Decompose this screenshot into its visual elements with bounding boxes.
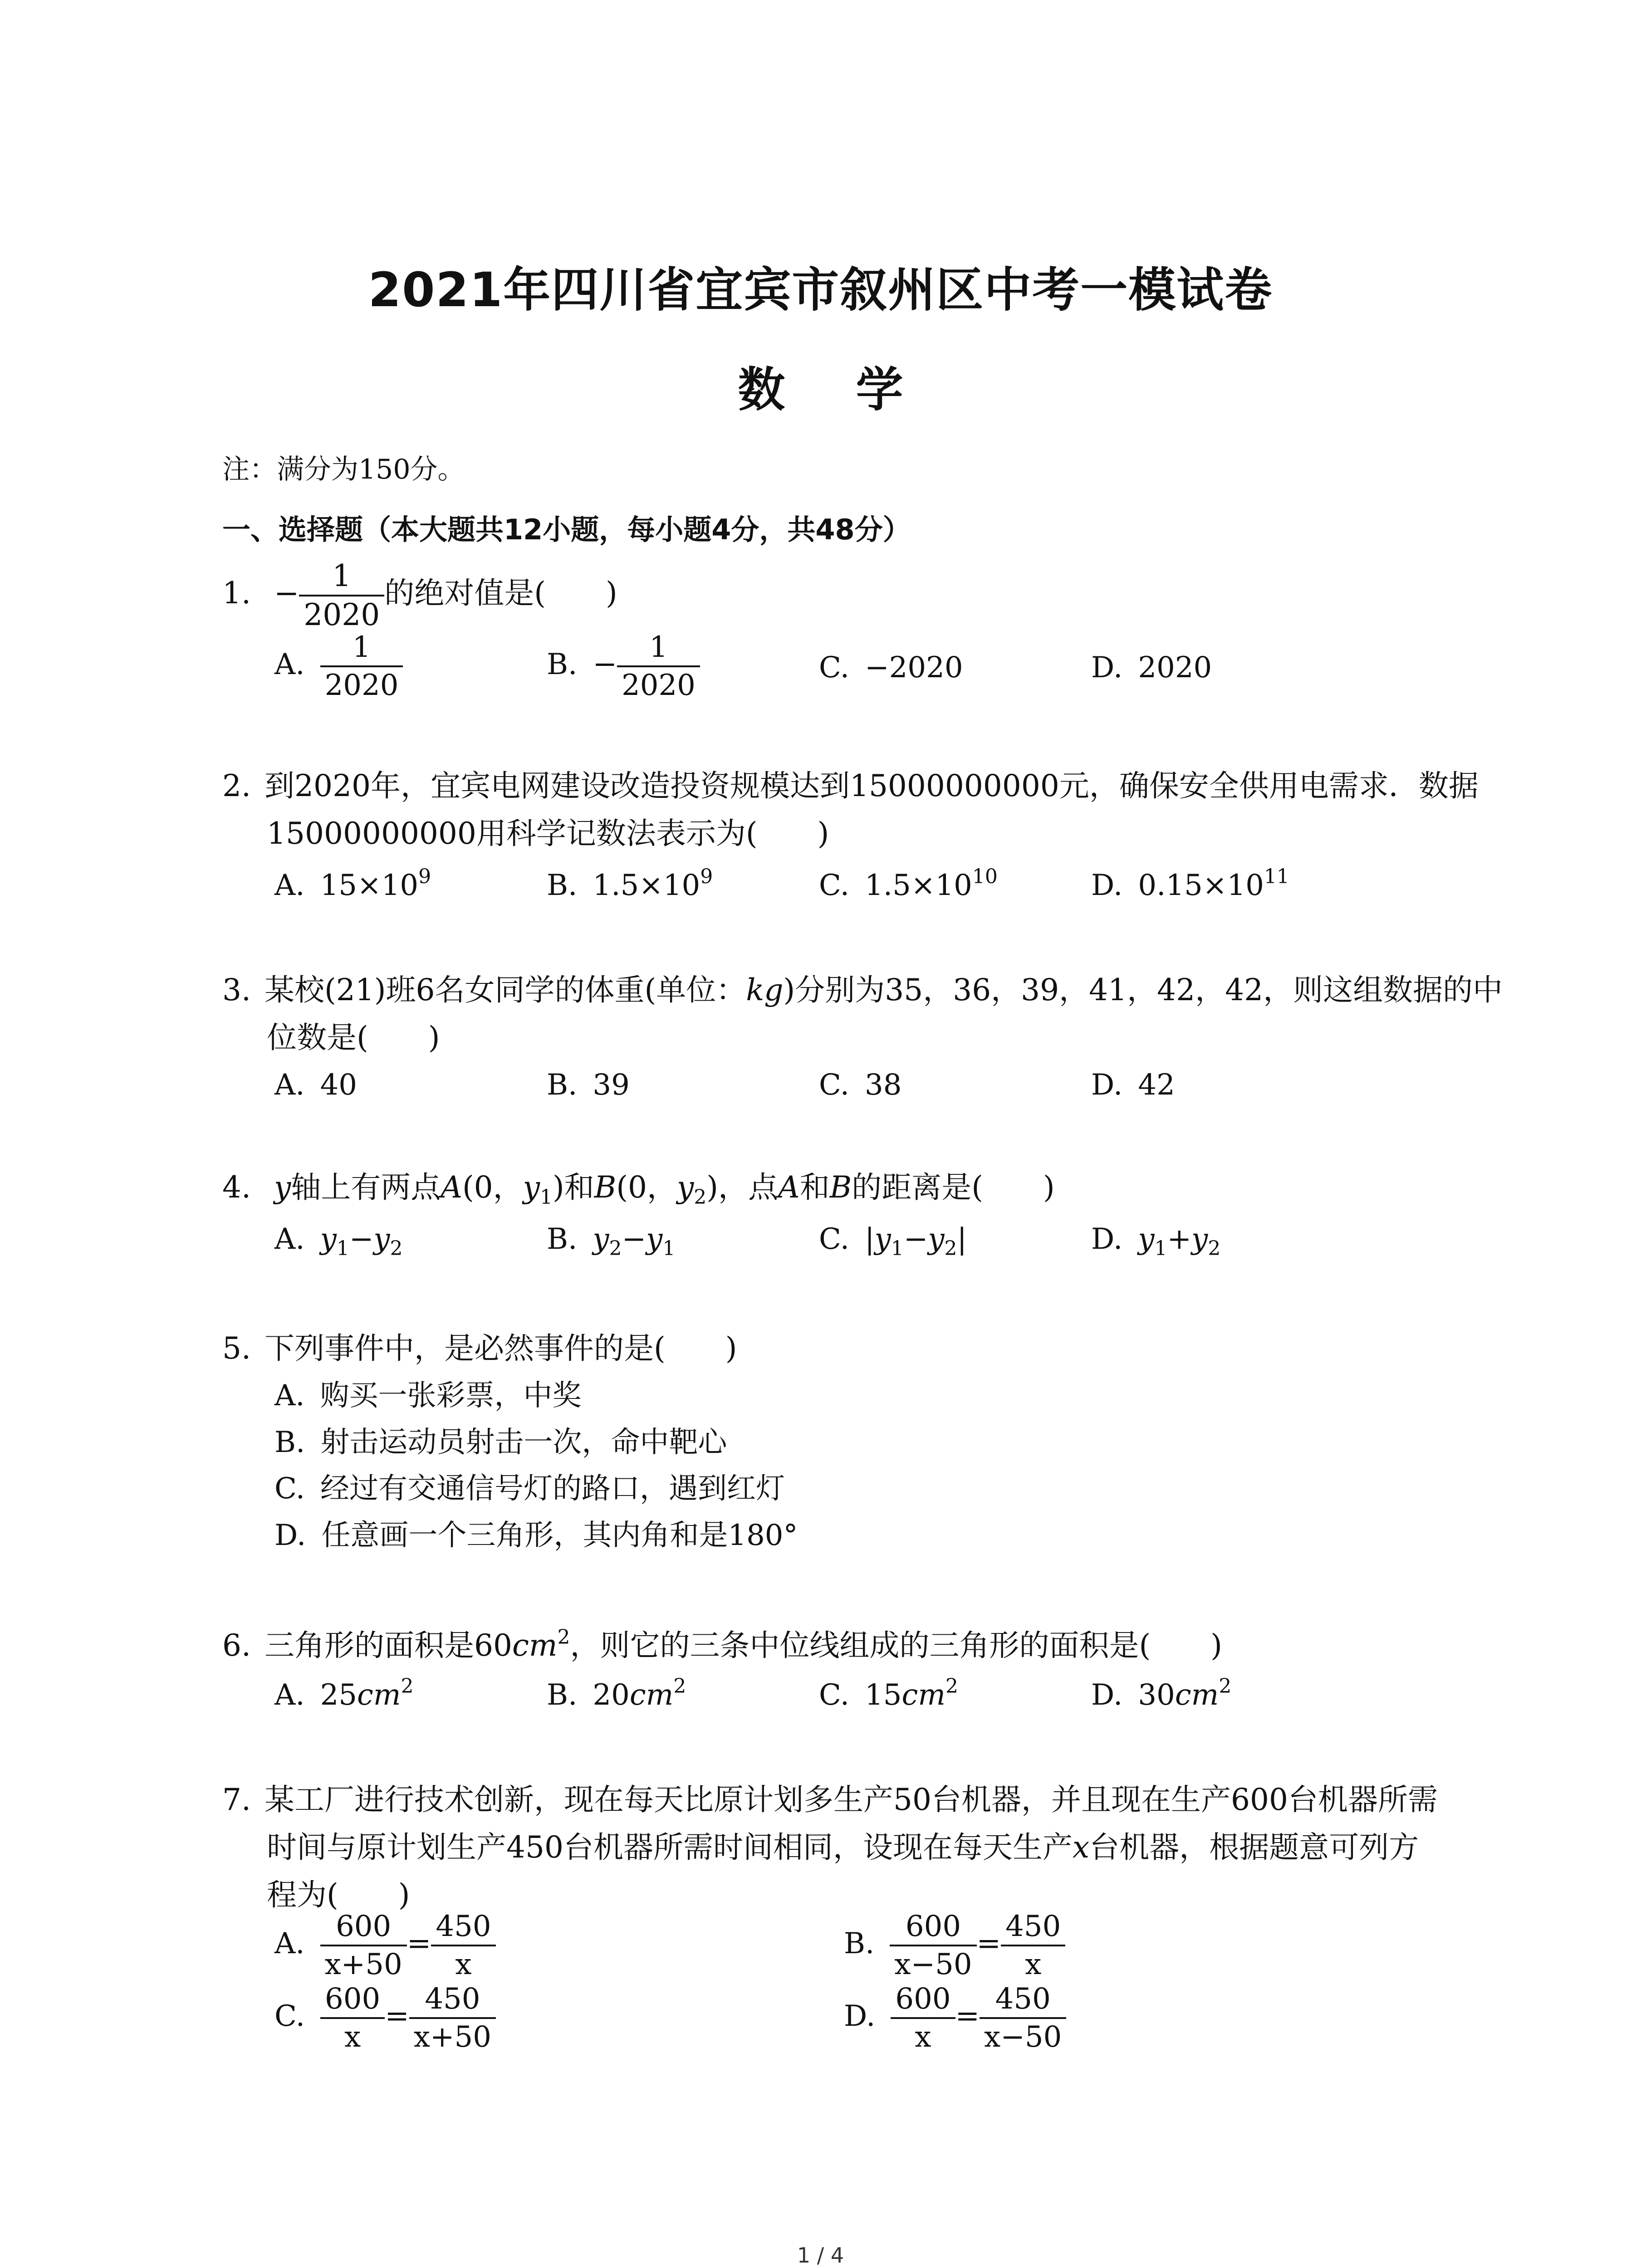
option-key: B. [547, 869, 578, 902]
q3-option-a [274, 1070, 357, 1100]
question-2 [222, 768, 1479, 803]
option-text: 射击运动员射击一次，命中靶心 [320, 1426, 727, 1459]
option-key: A. [274, 1926, 305, 1960]
denominator: x−50 [980, 2017, 1066, 2052]
q5-option-a [274, 1379, 582, 1413]
option-base: 0.15×10 [1138, 869, 1264, 902]
option-key: A. [274, 1379, 305, 1413]
option-text: 38 [865, 1068, 902, 1102]
question-text: (0， [462, 1170, 523, 1205]
numerator: 1 [332, 558, 352, 593]
variable: y [646, 1222, 663, 1256]
option-key: D. [1091, 651, 1123, 684]
option-value: 15 [865, 1678, 902, 1712]
denominator: x [431, 1945, 495, 1979]
variable: y [593, 1222, 609, 1256]
question-4 [222, 1170, 1055, 1209]
question-text: 某工厂进行技术创新，现在每天比原计划多生产50台机器，并且现在生产600台机器所需 [264, 1782, 1438, 1817]
fraction-right [980, 1984, 1066, 2052]
option-value: 25 [320, 1678, 357, 1712]
option-text: 39 [593, 1068, 630, 1102]
option-key: C. [819, 1222, 850, 1256]
score-note: 注：满分为150分。 [222, 454, 465, 485]
minus-sign: − [593, 647, 617, 681]
question-number: 1. [222, 576, 251, 611]
denominator: x [1001, 1945, 1065, 1979]
subscript: 2 [390, 1237, 403, 1260]
subscript: 2 [609, 1237, 622, 1260]
variable: y [320, 1222, 337, 1256]
q7-option-c: C. $\frac{600}{x}$ = $\frac{450}{x+50}$ [274, 1984, 496, 2052]
denominator: x [891, 2017, 955, 2052]
q5-option-c [274, 1474, 785, 1503]
q6-option-b [547, 1675, 686, 1712]
question-number: 3. [222, 973, 251, 1007]
q4-option-b [547, 1222, 676, 1260]
exponent: 2 [401, 1675, 414, 1698]
fraction [320, 633, 403, 700]
unit: cm [512, 1628, 558, 1663]
option-base: 15×10 [320, 869, 419, 902]
numerator: 600 [895, 1982, 951, 2016]
numerator: 450 [995, 1982, 1051, 2016]
option-value: 30 [1138, 1678, 1175, 1712]
option-text: 经过有交通信号灯的路口，遇到红灯 [320, 1472, 785, 1505]
option-key: B. [844, 1926, 875, 1960]
variable: x [1072, 1830, 1090, 1865]
option-text: −2020 [865, 651, 963, 684]
variable: y [874, 1222, 891, 1256]
fraction-left [320, 1912, 407, 1979]
question-number: 2. [222, 768, 251, 803]
exam-title: 2021年四川省宜宾市叙州区中考一模试卷 [368, 262, 1273, 318]
question-5 [222, 1331, 737, 1366]
question-text: 某校(21)班6名女同学的体重(单位： [264, 973, 746, 1007]
question-6 [222, 1626, 1223, 1663]
variable: y [274, 1170, 291, 1205]
subscript: 2 [694, 1186, 707, 1209]
exponent: 2 [673, 1675, 686, 1698]
variable: y [928, 1222, 945, 1256]
subscript: 2 [944, 1237, 957, 1260]
q1-option-b [547, 633, 700, 700]
option-key: D. [274, 1519, 306, 1552]
question-text: )和 [552, 1170, 594, 1205]
option-key: C. [274, 1472, 305, 1505]
question-number: 6. [222, 1628, 251, 1663]
minus-sign: − [274, 576, 299, 611]
q1-option-d [1091, 653, 1212, 682]
variable: y [677, 1170, 694, 1205]
q1-option-a [274, 633, 403, 700]
option-key: C. [819, 869, 850, 902]
question-text: 三角形的面积是60 [264, 1628, 512, 1663]
exponent: 9 [700, 865, 713, 888]
q3-option-c [819, 1070, 901, 1100]
subscript: 1 [662, 1237, 676, 1260]
option-base: 1.5×10 [865, 869, 972, 902]
q4-option-c [819, 1222, 967, 1260]
question-1 [222, 558, 617, 632]
numerator: 450 [425, 1982, 480, 2016]
point-label: B [829, 1170, 852, 1205]
abs-bar: | [957, 1222, 967, 1256]
denominator: 2020 [320, 665, 403, 700]
option-value: 20 [593, 1678, 630, 1712]
point-label: A [778, 1170, 800, 1205]
option-key: D. [1091, 1068, 1123, 1102]
fraction-left [890, 1912, 976, 1979]
question-number: 4. [222, 1170, 251, 1205]
q2-option-b [547, 865, 713, 902]
q6-option-a [274, 1675, 414, 1712]
subscript: 1 [1154, 1237, 1167, 1260]
subscript: 1 [336, 1237, 349, 1260]
section-heading: 一、选择题（本大题共12小题，每小题4分，共48分） [222, 513, 911, 546]
option-key: B. [547, 647, 578, 681]
subject-title: 数 学 [738, 362, 931, 417]
option-key: B. [547, 1222, 578, 1256]
q3-option-b [547, 1070, 630, 1100]
operator: − [349, 1222, 374, 1256]
q5-option-d [274, 1521, 798, 1550]
numerator: 1 [649, 631, 668, 664]
operator: − [903, 1222, 928, 1256]
variable: y [523, 1170, 540, 1205]
q1-option-c [819, 653, 963, 682]
question-3 [222, 975, 1503, 1005]
option-key: D. [844, 1999, 876, 2033]
q3-option-d [1091, 1070, 1175, 1100]
page-number: 1 / 4 [797, 2243, 844, 2268]
question-number: 5. [222, 1331, 251, 1366]
denominator: 2020 [299, 595, 384, 630]
unit: cm [901, 1678, 945, 1712]
option-key: D. [1091, 1222, 1123, 1256]
q2-option-a [274, 865, 431, 902]
operator: − [622, 1222, 647, 1256]
q4-option-d [1091, 1222, 1221, 1260]
option-text: 购买一张彩票，中奖 [320, 1379, 582, 1413]
question-text: )，点 [706, 1170, 779, 1205]
exponent: 11 [1264, 865, 1289, 888]
fraction-left [891, 1984, 955, 2052]
option-key: B. [547, 1678, 578, 1712]
question-text: )分别为35，36，39，41，42，42，则这组数据的中 [783, 973, 1503, 1007]
question-7-line-3: 程为( ) [267, 1877, 410, 1912]
variable: y [1138, 1222, 1155, 1256]
numerator: 600 [905, 1910, 961, 1943]
q4-option-a [274, 1222, 403, 1260]
fraction [299, 558, 384, 632]
q6-option-c [819, 1675, 958, 1712]
question-text: 到2020年，宜宾电网建设改造投资规模达到15000000000元，确保安全供用电需求．数据 [264, 768, 1479, 803]
subscript: 1 [891, 1237, 904, 1260]
q7-option-d: D. $\frac{600}{x}$ = $\frac{450}{x-50}$ [844, 1984, 1066, 2052]
exponent: 2 [1219, 1675, 1232, 1698]
unit: cm [629, 1678, 674, 1712]
denominator: x−50 [890, 1945, 976, 1979]
question-3-line-2: 位数是( ) [267, 1020, 440, 1055]
denominator: x+50 [320, 1945, 407, 1979]
q7-option-a: A. $\frac{600}{x+50}$ = $\frac{450}{x}$ [274, 1912, 496, 1979]
subscript: 2 [1208, 1237, 1221, 1260]
q7-option-b: B. $\frac{600}{x-50}$ = $\frac{450}{x}$ [844, 1912, 1065, 1979]
option-key: D. [1091, 869, 1123, 902]
fraction [617, 633, 700, 700]
q2-option-c [819, 865, 998, 902]
fraction-right [409, 1984, 496, 2052]
question-text: 的距离是( ) [852, 1170, 1055, 1205]
option-key: A. [274, 869, 305, 902]
option-key: C. [819, 1678, 850, 1712]
exponent: 10 [972, 865, 998, 888]
exponent: 2 [557, 1626, 570, 1649]
q6-option-d [1091, 1675, 1232, 1712]
numerator: 450 [436, 1910, 491, 1943]
option-text: 42 [1138, 1068, 1175, 1102]
question-text: ，则它的三条中位线组成的三角形的面积是( ) [570, 1628, 1223, 1663]
option-key: D. [1091, 1678, 1123, 1712]
q2-option-d [1091, 865, 1289, 902]
variable: y [1191, 1222, 1208, 1256]
fraction-left [320, 1984, 385, 2052]
numerator: 1 [352, 631, 371, 664]
question-2-line-2: 15000000000用科学记数法表示为( ) [267, 816, 829, 851]
question-text: 时间与原计划生产450台机器所需时间相同，设现在每天生产 [267, 1830, 1073, 1865]
option-key: A. [274, 1222, 305, 1256]
exponent: 2 [945, 1675, 958, 1698]
question-text: 轴上有两点 [291, 1170, 441, 1205]
option-key: C. [819, 651, 850, 684]
question-number: 7. [222, 1782, 251, 1817]
exponent: 9 [418, 865, 431, 888]
unit: cm [357, 1678, 401, 1712]
operator: + [1167, 1222, 1192, 1256]
option-text: 2020 [1138, 651, 1212, 684]
question-text: 和 [799, 1170, 830, 1205]
option-key: A. [274, 1678, 305, 1712]
denominator: x+50 [409, 2017, 496, 2052]
q5-option-b [274, 1428, 727, 1457]
option-key: C. [274, 1999, 305, 2033]
numerator: 450 [1005, 1910, 1061, 1943]
abs-bar: | [865, 1222, 875, 1256]
question-7-line-2 [267, 1830, 1419, 1865]
option-key: B. [274, 1426, 305, 1459]
subscript: 1 [539, 1186, 553, 1209]
unit: kg [746, 973, 784, 1007]
denominator: x [320, 2017, 385, 2052]
variable: y [373, 1222, 390, 1256]
point-label: B [594, 1170, 617, 1205]
numerator: 600 [325, 1982, 381, 2016]
fraction-right [1001, 1912, 1065, 1979]
option-text: 任意画一个三角形，其内角和是180° [321, 1519, 798, 1552]
option-base: 1.5×10 [593, 869, 700, 902]
option-text: 40 [320, 1068, 357, 1102]
question-text: 的绝对值是( ) [384, 576, 617, 611]
question-7 [222, 1782, 1438, 1817]
point-label: A [441, 1170, 462, 1205]
question-text: 下列事件中，是必然事件的是( ) [264, 1331, 737, 1366]
option-key: A. [274, 1068, 305, 1102]
question-text: 台机器，根据题意可列方 [1089, 1830, 1419, 1865]
option-key: A. [274, 647, 305, 681]
option-key: B. [547, 1068, 578, 1102]
unit: cm [1175, 1678, 1219, 1712]
question-text: (0， [616, 1170, 677, 1205]
numerator: 600 [336, 1910, 392, 1943]
option-key: C. [819, 1068, 850, 1102]
denominator: 2020 [617, 665, 700, 700]
fraction-right [431, 1912, 495, 1979]
